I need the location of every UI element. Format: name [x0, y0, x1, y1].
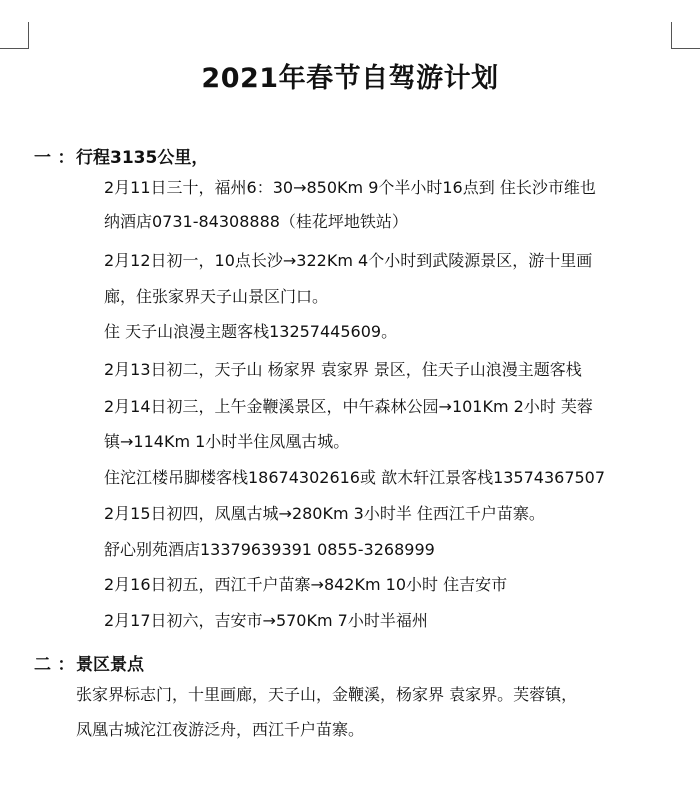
itinerary-line-13: 2月17日初六，吉安市→570Km 7小时半福州	[104, 611, 428, 630]
itinerary-line-1: 2月11日三十，福州6：30→850Km 9个半小时16点到 住长沙市维也	[104, 178, 596, 197]
page-corner-mark-top-right-h	[672, 48, 700, 49]
itinerary-line-6: 2月13日初二，天子山 杨家界 袁家界 景区，住天子山浪漫主题客栈	[104, 360, 582, 379]
section-1-number: 一	[34, 148, 51, 168]
itinerary-line-11: 舒心别苑酒店13379639391 0855-3268999	[104, 540, 435, 559]
itinerary-line-8: 镇→114Km 1小时半住凤凰古城。	[104, 432, 350, 451]
itinerary-line-4: 廊，住张家界天子山景区门口。	[104, 287, 329, 306]
itinerary-line-9: 住沱江楼吊脚楼客栈18674302616或 歆木轩江景客栈13574367507	[104, 468, 606, 487]
page-corner-mark-top-left-v	[28, 22, 29, 49]
section-2-colon: ：	[57, 655, 75, 675]
page-corner-mark-top-right-v	[671, 22, 672, 49]
section-2-title: 景区景点	[76, 655, 144, 675]
section-2-number: 二	[34, 655, 51, 675]
scenic-spots-line-1: 张家界标志门，十里画廊，天子山，金鞭溪，杨家界 袁家界。芙蓉镇，	[76, 685, 578, 704]
section-2-heading	[34, 650, 144, 675]
document-title: 2021年春节自驾游计划	[201, 63, 499, 94]
section-1-heading	[34, 143, 208, 168]
itinerary-line-2: 纳酒店0731-84308888（桂花坪地铁站）	[104, 212, 408, 231]
itinerary-line-5: 住 天子山浪漫主题客栈13257445609。	[104, 322, 398, 341]
itinerary-line-10: 2月15日初四，凤凰古城→280Km 3小时半 住西江千户苗寨。	[104, 504, 545, 523]
itinerary-line-3: 2月12日初一，10点长沙→322Km 4个小时到武陵源景区，游十里画	[104, 251, 593, 270]
section-1-title: 行程3135公里，	[76, 148, 209, 168]
scenic-spots-line-2: 凤凰古城沱江夜游泛舟，西江千户苗寨。	[76, 720, 365, 739]
section-1-colon: ：	[57, 148, 75, 168]
itinerary-line-12: 2月16日初五，西江千户苗寨→842Km 10小时 住吉安市	[104, 575, 508, 594]
page-corner-mark-top-left-h	[0, 48, 28, 49]
itinerary-line-7: 2月14日初三，上午金鞭溪景区，中午森林公园→101Km 2小时 芙蓉	[104, 397, 593, 416]
